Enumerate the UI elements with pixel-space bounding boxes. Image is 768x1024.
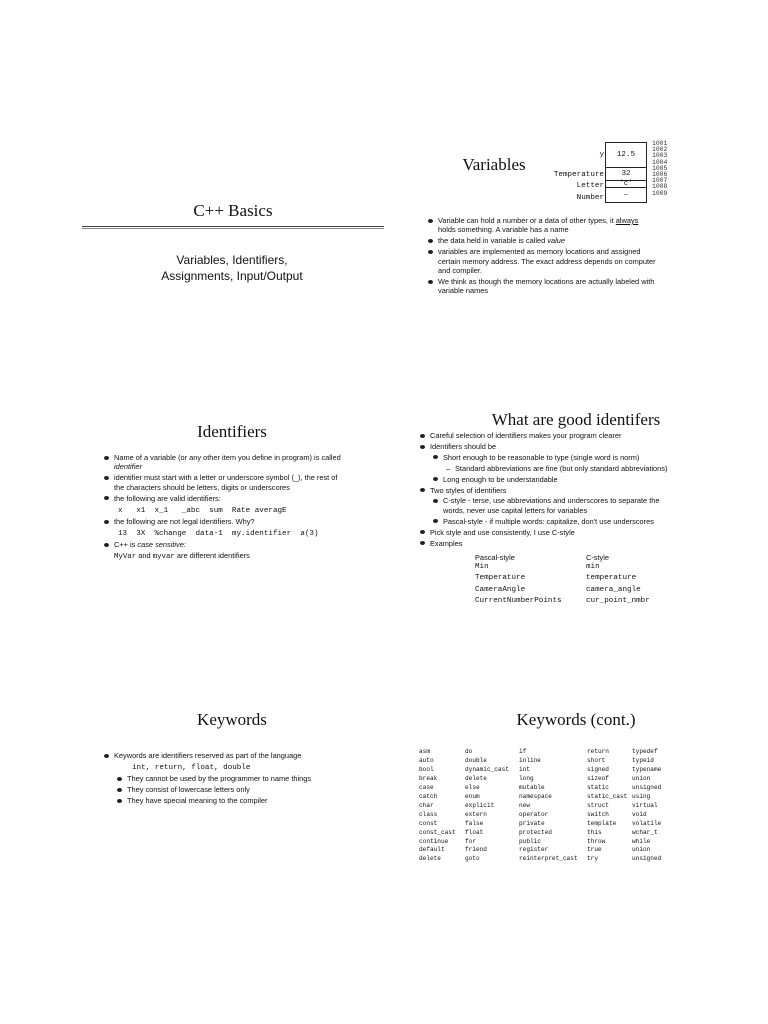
keyword: template xyxy=(587,819,617,827)
slide-title: Keywords xyxy=(197,710,267,729)
keyword: reinterpret_cast xyxy=(519,855,578,863)
bullet-item: Keywords are identifiers reserved as part of the language xyxy=(102,751,342,760)
keyword-column xyxy=(519,748,578,864)
memory-diagram xyxy=(544,140,684,206)
keyword: namespace xyxy=(519,792,552,800)
keyword: typeid xyxy=(632,756,654,764)
keyword: typedef xyxy=(632,748,658,755)
keyword: explicit xyxy=(465,801,495,809)
variable-label: Number xyxy=(576,194,604,202)
bullet-item: Variable can hold a number or a data of other types, it always holds something. A variable has a name xyxy=(426,216,656,235)
keyword: private xyxy=(519,819,545,827)
keyword: wchar_t xyxy=(632,828,658,836)
memory-cell: 32 xyxy=(605,167,647,181)
keyword: class xyxy=(419,810,438,818)
bullet-item: We think as though the memory locations are actually labeled with variable names xyxy=(426,277,656,296)
bullet-list xyxy=(102,751,342,807)
keyword-column xyxy=(632,748,661,864)
c-style-examples xyxy=(586,562,650,608)
slide-title: What are good identifers xyxy=(491,410,661,429)
keyword: protected xyxy=(519,828,552,836)
pascal-examples xyxy=(475,562,562,608)
bullet-item: identifier must start with a letter or underscore symbol (_), the rest of the characters should be letters, digits or underscores xyxy=(102,473,342,492)
keyword: true xyxy=(587,846,602,854)
bullet-item: Name of a variable (or any other item you define in program) is called identifier xyxy=(102,453,342,472)
keyword: unsigned xyxy=(632,855,662,863)
bullet-item: Identifiers should be xyxy=(418,442,678,451)
slide-title: Identifiers xyxy=(197,422,267,441)
keyword: const xyxy=(419,819,438,827)
code-line: x x1 x_1 _abc sum Rate averagE xyxy=(118,506,287,515)
slide-variables xyxy=(384,0,768,340)
memory-addresses xyxy=(652,141,667,197)
bullet-item: Pascal-style - if multiple words: capitalize, don't use underscores xyxy=(431,517,678,526)
variable-label: Letter xyxy=(576,182,604,190)
variable-label: Temperature xyxy=(553,171,604,179)
keyword-column xyxy=(587,748,627,864)
variable-label: y xyxy=(599,151,604,159)
bullet-item: Two styles of identifiers xyxy=(418,486,678,495)
keyword: dynamic_cast xyxy=(465,765,509,773)
keyword: break xyxy=(419,774,438,782)
keyword: for xyxy=(465,837,476,845)
keyword: const_cast xyxy=(419,828,456,836)
slide-title: Variables xyxy=(462,155,526,174)
bullet-item: the data held in variable is called value xyxy=(426,236,656,245)
memory-cell: 12.5 xyxy=(605,142,647,168)
keyword: typename xyxy=(632,765,662,773)
example-item: min xyxy=(586,563,600,571)
keyword: delete xyxy=(465,774,487,782)
keyword: return xyxy=(587,748,609,755)
memory-address: 1002 xyxy=(652,146,668,154)
memory-cell: 'c' xyxy=(605,180,647,188)
memory-address: 1009 xyxy=(652,189,668,197)
keyword-column xyxy=(465,748,509,864)
keyword: case xyxy=(419,783,434,791)
bullet-item: variables are implemented as memory locations and assigned certain memory address. The exact address depends on computer and compiler. xyxy=(426,247,656,275)
bullet-item: Pick style and use consistently, I use C-style xyxy=(418,528,678,537)
keyword: extern xyxy=(465,810,487,818)
keyword: this xyxy=(587,828,602,836)
keyword: union xyxy=(632,774,651,782)
memory-address: 1008 xyxy=(652,183,668,191)
keyword: union xyxy=(632,846,651,854)
bullet-list xyxy=(426,216,656,297)
keyword: unsigned xyxy=(632,783,662,791)
memory-address: 1001 xyxy=(652,140,668,147)
bullet-item: C++ is case sensitive: xyxy=(102,540,342,549)
pascal-style-header: Pascal-style xyxy=(475,553,515,562)
bullet-item: Careful selection of identifiers makes your program clearer xyxy=(418,431,678,440)
slide-subtitle-line: Variables, Identifiers, xyxy=(176,253,288,267)
keyword: throw xyxy=(587,837,606,845)
slide-cpp-basics xyxy=(0,0,384,340)
keyword: float xyxy=(465,828,484,836)
keyword: asm xyxy=(419,748,430,755)
slide-subtitle-line: Assignments, Input/Output xyxy=(161,269,303,283)
keyword: enum xyxy=(465,792,480,800)
slide-title: Keywords (cont.) xyxy=(516,710,636,729)
keyword: char xyxy=(419,801,434,809)
code-line: 13 3X %change data-1 my.identifier a(3) xyxy=(118,529,319,538)
keyword: default xyxy=(419,846,445,854)
keyword: sizeof xyxy=(587,774,609,782)
keyword: operator xyxy=(519,810,549,818)
slide-keywords-cont xyxy=(384,680,768,1020)
keyword: mutable xyxy=(519,783,545,791)
keyword: bool xyxy=(419,765,434,773)
example-item: Min xyxy=(475,563,489,571)
example-item: temperature xyxy=(586,574,637,583)
memory-address: 1003 xyxy=(652,152,668,160)
bullet-item: They consist of lowercase letters only xyxy=(115,785,342,794)
bullet-item: Long enough to be understandable xyxy=(431,475,678,484)
keyword: new xyxy=(519,801,530,809)
keyword: goto xyxy=(465,855,480,863)
keyword: inline xyxy=(519,756,541,764)
keyword: virtual xyxy=(632,801,658,809)
keyword: catch xyxy=(419,792,438,800)
keyword: signed xyxy=(587,765,609,773)
bullet-list xyxy=(102,453,342,564)
keyword: do xyxy=(465,748,473,755)
code-line: int, return, float, double xyxy=(132,763,251,772)
keyword: struct xyxy=(587,801,609,809)
keyword: delete xyxy=(419,855,441,863)
bullet-item: C-style - terse, use abbreviations and underscores to separate the words, never use capital letters for variables xyxy=(431,496,678,515)
bullet-item: – Standard abbreviations are fine (but only standard abbreviations) xyxy=(446,464,678,473)
bullet-item: the following are not legal identifiers. Why? xyxy=(102,517,342,526)
keyword: friend xyxy=(465,846,487,854)
keyword: while xyxy=(632,837,651,845)
keyword: switch xyxy=(587,810,609,818)
slide-keywords xyxy=(0,680,384,1020)
case-example: MyVar and myvar are different identifiers xyxy=(114,551,250,562)
slide-good-identifiers xyxy=(384,340,768,680)
bullet-item: the following are valid identifiers: xyxy=(102,494,342,503)
keyword: public xyxy=(519,837,541,845)
example-item: CameraAngle xyxy=(475,585,526,594)
keyword: static xyxy=(587,783,609,791)
bullet-item: They have special meaning to the compiler xyxy=(115,796,342,805)
memory-cell: – xyxy=(605,187,647,203)
keyword: long xyxy=(519,774,534,782)
keyword-column xyxy=(419,748,456,864)
example-item: Temperature xyxy=(475,574,526,583)
memory-address: 1006 xyxy=(652,171,668,179)
keyword: register xyxy=(519,846,549,854)
bullet-item: Examples xyxy=(418,539,678,548)
memory-address: 1005 xyxy=(652,164,668,172)
keyword: short xyxy=(587,756,606,764)
keyword: double xyxy=(465,756,487,764)
example-item: CurrentNumberPoints xyxy=(475,597,562,606)
title-rule xyxy=(82,226,384,227)
keyword: auto xyxy=(419,756,434,764)
keyword: continue xyxy=(419,837,449,845)
memory-address: 1007 xyxy=(652,177,668,185)
slide-title: C++ Basics xyxy=(193,201,273,220)
example-item: camera_angle xyxy=(586,585,641,594)
keyword: using xyxy=(632,792,651,800)
keyword: false xyxy=(465,819,484,827)
c-style-header: C-style xyxy=(586,553,609,562)
keyword: else xyxy=(465,783,480,791)
keyword: if xyxy=(519,748,527,755)
keyword: int xyxy=(519,765,530,773)
bullet-list xyxy=(418,431,678,549)
slide-identifiers xyxy=(0,340,384,680)
memory-address: 1004 xyxy=(652,158,668,166)
keyword: volatile xyxy=(632,819,662,827)
keyword: try xyxy=(587,855,598,863)
title-rule xyxy=(82,228,384,229)
example-item: cur_point_nmbr xyxy=(586,597,650,606)
bullet-item: Short enough to be reasonable to type (single word is norm) xyxy=(431,453,678,462)
keyword: void xyxy=(632,810,647,818)
bullet-item: They cannot be used by the programmer to name things xyxy=(115,774,342,783)
keyword: static_cast xyxy=(587,792,628,800)
